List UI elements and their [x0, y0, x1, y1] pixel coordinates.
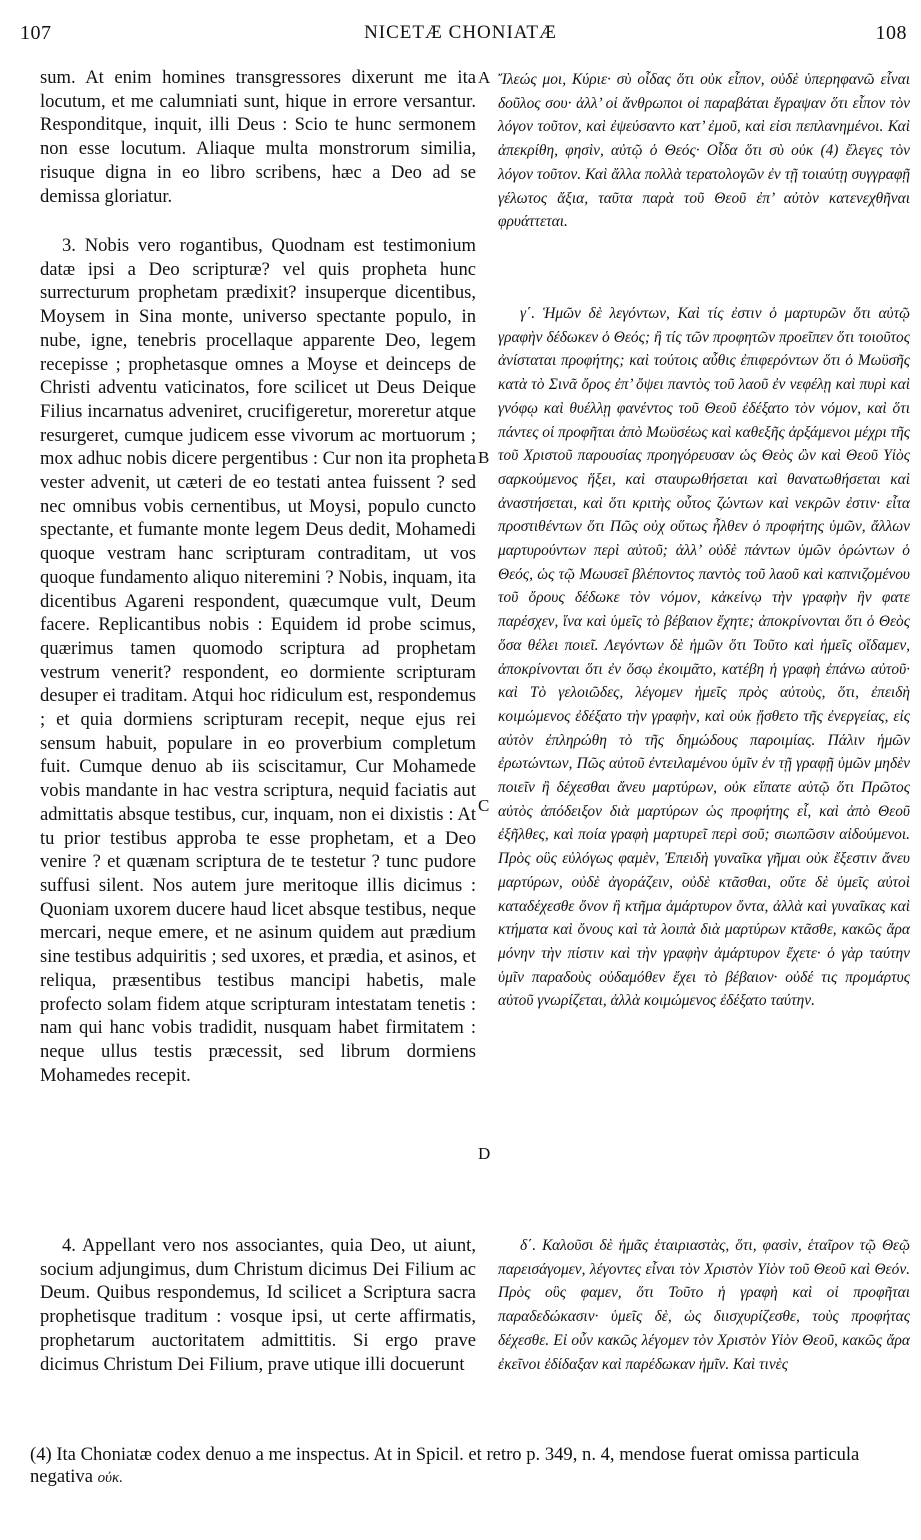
- margin-marker-c: C: [478, 796, 490, 815]
- running-title: NICETÆ CHONIATÆ: [364, 22, 557, 43]
- latin-paragraph-3: 4. Appellant vero nos associantes, quia Deo, ut aiunt, socium adjungimus, dum Christum dicimus Dei Filium ac Deum. Quibus respondemus, Id scilicet a Scriptura sacra prophetisque traditum : vosque ipsi, ut certe affirmatis, prophetarum auctoritatem admittitis. Si ergo prave dicimus Christum Dei Filium, prave utique illi docuerunt: [40, 1235, 476, 1375]
- margin-marker-d: D: [478, 1144, 491, 1163]
- footnote: [30, 1444, 910, 1489]
- greek-paragraph-1: Ἴλεώς μοι, Κύριε· σὺ οἶδας ὅτι οὐκ εἶπον, οὐδὲ ὑπερηφανῶ εἶναι δοῦλος σου· ἀλλ’ οἱ ἄνθρωποι οἱ παραβάται ἔγραψαν ὅτι εἶπον τὸν λόγον τοῦτον, καὶ ἐψεύσαντο κατ’ ἐμοῦ, καὶ εἰσι πεπλανημένοι. Καὶ ἀπεκρίθη, φησὶν, αὐτῷ ὁ Θεός· Οἶδα ὅτι σὺ οὐκ (4) ἔλεγες τὸν λόγον τοῦτον. Καὶ ἄλλα πολλὰ τερατολογῶν ἐν τῇ τοιαύτῃ συγγραφῇ γέλωτος ἄξια, ταῦτα παρὰ τοῦ Θεοῦ ἐπ’ αὐτὸν κατενεχθῆναι φρυάττεται.: [498, 71, 910, 231]
- greek-paragraph-2: γ΄. Ἡμῶν δὲ λεγόντων, Καὶ τίς ἐστιν ὁ μαρτυρῶν ὅτι αὐτῷ γραφὴν δέδωκεν ὁ Θεός; ἢ τίς τῶν προφητῶν προεῖπεν ὅτι τοιοῦτος ἀνίσταται προφήτης; καὶ τούτοις αὖθις ἐπιφερόντων ὅτι ὁ Μωϋσῆς κατὰ τὸ Σινᾶ ὄρος ἐπ’ ὄψει παντὸς τοῦ λαοῦ ἐν νεφέλῃ καὶ πυρὶ καὶ γνόφῳ καὶ θυέλλῃ φανέντος τοῦ Θεοῦ ἐδέξατο τὸν νόμον, καὶ ὅτι πάντες οἱ προφῆται ἀπὸ Μωϋσέως καὶ καθεξῆς ἀρξάμενοι μέχρι τῆς τοῦ Χριστοῦ παρουσίας προηγόρευσαν ὡς Θεὸς ὢν καὶ Θεοῦ Υἱὸς σαρκούμενος ἥξει, καὶ σταυρωθήσεται καὶ θανατωθήσεται καὶ ἀναστήσεται, καὶ ὅτι κριτὴς οὗτος ζώντων καὶ νεκρῶν ἐστιν· εἶτα προστιθέντων ὅτι Πῶς οὐχ οὕτως ἦλθεν ὁ προφήτης ὑμῶν, ἄλλων μαρτυρούντων περὶ αὐτοῦ; ἀλλ’ οὐδὲ πάντων ὑμῶν ὁρώντων ὁ Θεός, ὡς τῷ Μωυσεῖ βλέποντος παντὸς τοῦ λαοῦ καὶ καπνιζομένου τοῦ ὄρους δέδωκε τὸν νόμον, κἀκείνῳ τὴν γραφὴν ἣν φατε παρέσχεν, ἵνα καὶ ὑμεῖς τὸ βέβαιον ἔχητε; ἀποκρίνονται ὅτι ὁ Θεὸς ὅσα θέλει ποιεῖ. Λεγόντων δὲ ἡμῶν ὅτι Τοῦτο καὶ ἡμεῖς οἴδαμεν, ἀποκρίνονται ὅτι ἐν ὅσῳ ἐκοιμᾶτο, κατέβη ἡ γραφὴ ἐπάνω αὐτοῦ· καὶ Τὸ γελοιῶδες, λέγομεν ἡμεῖς πρὸς αὐτοὺς, ὅτι, ἐπειδὴ κοιμώμενος ἐδέξατο τὴν γραφὴν, καὶ οὐκ ᾔσθετο τῆς ἐνεργείας, εἰς αὐτὸν ἐπληρώθη τὸ τῆς δημώδους παροιμίας. Πάλιν ἡμῶν ἐρωτώντων, Πῶς αὐτοῦ ἐντειλαμένου ὑμῖν ἐν τῇ γραφῇ ὑμῶν μηδὲν ποιεῖν ἢ δέχεσθαι ἄνευ μαρτύρων, οὐκ εἴπατε αὐτῷ ὅτι Πρῶτος αὐτὸς ἀπόδειξον διὰ μαρτύρων ὡς προφήτης εἶ, καὶ ἀπὸ Θεοῦ ἐξῆλθες, καὶ ποία γραφὴ μαρτυρεῖ περὶ σοῦ; σιωπῶσιν αἰδούμενοι. Πρὸς οὓς εὐλόγως φαμὲν, Ἐπειδὴ γυναῖκα γῆμαι οὐκ ἔξεστιν ἄνευ μαρτύρων, οὐδὲ ἀγοράζειν, οὐδὲ κτᾶσθαι, οὔτε δὲ ὑμεῖς αὐτοὶ καταδέχεσθε ὄνον ἢ κτῆμα ἀμάρτυρον ὄντα, ἀλλὰ καὶ γυναῖκας καὶ κτήματα καὶ ὄνους καὶ τὰ λοιπὰ διὰ μαρτύρων κτᾶσθε, κακῶς ἄρα μόνην τὴν πίστιν καὶ τὴν γραφὴν ἀμάρτυρον ἔχετε· ὁ γὰρ ταύτην ὑμῖν παραδοὺς οὐδαμόθεν ἔχει τὸ βέβαιον· οὐδέ τις προμάρτυς αὐτοῦ γνωρίζεται, ἀλλὰ κοιμώμενος ἐδέξατο ταύτην.: [498, 305, 910, 1010]
- footnote-greek-word: οὐκ.: [97, 1470, 123, 1486]
- greek-paragraph-3: δ΄. Καλοῦσι δὲ ἡμᾶς ἑταιριαστὰς, ὅτι, φασὶν, ἑταῖρον τῷ Θεῷ παρεισάγομεν, λέγοντες εἶναι τὸν Χριστὸν Υἱὸν τοῦ Θεοῦ καὶ Θεόν. Πρὸς οὓς φαμεν, ὅτι Τοῦτο ἡ γραφὴ καὶ οἱ προφῆται παραδεδώκασιν· ὑμεῖς δὲ, ὡς διισχυρίζεσθε, τοὺς προφήτας δέχεσθε. Εἰ οὖν κακῶς λέγομεν τὸν Χριστὸν Υἱὸν Θεοῦ, κακῶς ἄρα ἐκεῖνοι ἐδίδαξαν καὶ παρέδωκαν ἡμῖν. Καὶ τινὲς: [498, 1237, 910, 1373]
- footnote-text: (4) Ita Choniatæ codex denuo a me inspectus. At in Spicil. et retro p. 349, n. 4, mendose fuerat omissa particula negativa: [30, 1444, 860, 1487]
- page-number-left: 107: [20, 22, 52, 44]
- margin-marker-a: A: [478, 68, 491, 87]
- latin-paragraph-2: 3. Nobis vero rogantibus, Quodnam est testimonium datæ ipsi a Deo scripturæ? vel quis propheta hunc surrecturum prophetam prædixit? insuperque dicentibus, Moysem in Sina monte, universo spectante populo, in nube, igne, tenebris procellaque apparente Deo, legem recepisse ; prophetasque omnes a Moyse et deinceps de Christi adventu vaticinatos, fore scilicet ut Deus Deique Filius incarnatus adveniret, crucifigeretur, moreretur atque resurgeret, cumque judicem esse vivorum ac mortuorum ; mox adhuc nobis dicere pergentibus : Cur non ita propheta vester advenit, ut cæteri de eo testati antea fuissent ? sed nec omnibus vobis cernentibus, ut Moysi, populo cuncto spectante, et fumante monte legem Deus dedit, Mohamedi quoque vestram hanc scripturam contraditam, ut vos quoque fundamento aliquo niteremini ? Nobis, inquam, ita dicentibus Agareni respondent, quæcumque vult, Deum facere. Replicantibus nobis : Equidem id probe scimus, quærimus tamen quomodo scriptura ad prophetam vestrum venerit? respondent, eo dormiente scripturam desuper ei traditam. Atqui hoc ridiculum est, respondemus ; et quia dormiens scripturam recepit, neque ejus rei sensum habuit, populare in eo proverbium completum fuit. Cumque denuo ab iis sciscitamur, Cur Mohamede vobis mandante in hac vestra scriptura, nequid faciatis aut admittatis absque testibus, cur, inquam, non ei dixistis : At tu prior testibus approba te esse prophetam, et a Deo venire ? et quænam scriptura de te testetur ? tunc pudore suffusi silent. Nos autem jure meritoque illis dicimus : Quoniam uxorem ducere haud licet absque testibus, neque mercari, neque emere, et ne asinum quidem aut prædium sine testibus adquiritis ; sed uxores, et prædia, et asinos, et reliqua, præsentibus testibus mancipi habetis, male profecto solam fidem atque scripturam intestatam tenetis : nam qui hanc vobis tradidit, nusquam habet firmitatem : neque ullus testis præcessit, sed librum dormiens Mohamedes recepit.: [40, 235, 476, 1086]
- latin-paragraph-1: sum. At enim homines transgressores dixerunt me ita locutum, et me calumniati sunt, hique in errore versantur. Responditque, inquit, illi Deus : Scio te hunc sermonem non esse locutum. Aliaque multa monstrorum similia, risuque digna in eo libro scribens, hæc a Deo ad se demissa gloriatur.: [40, 67, 476, 207]
- page-number-right: 108: [875, 22, 907, 44]
- margin-marker-b: B: [478, 448, 490, 467]
